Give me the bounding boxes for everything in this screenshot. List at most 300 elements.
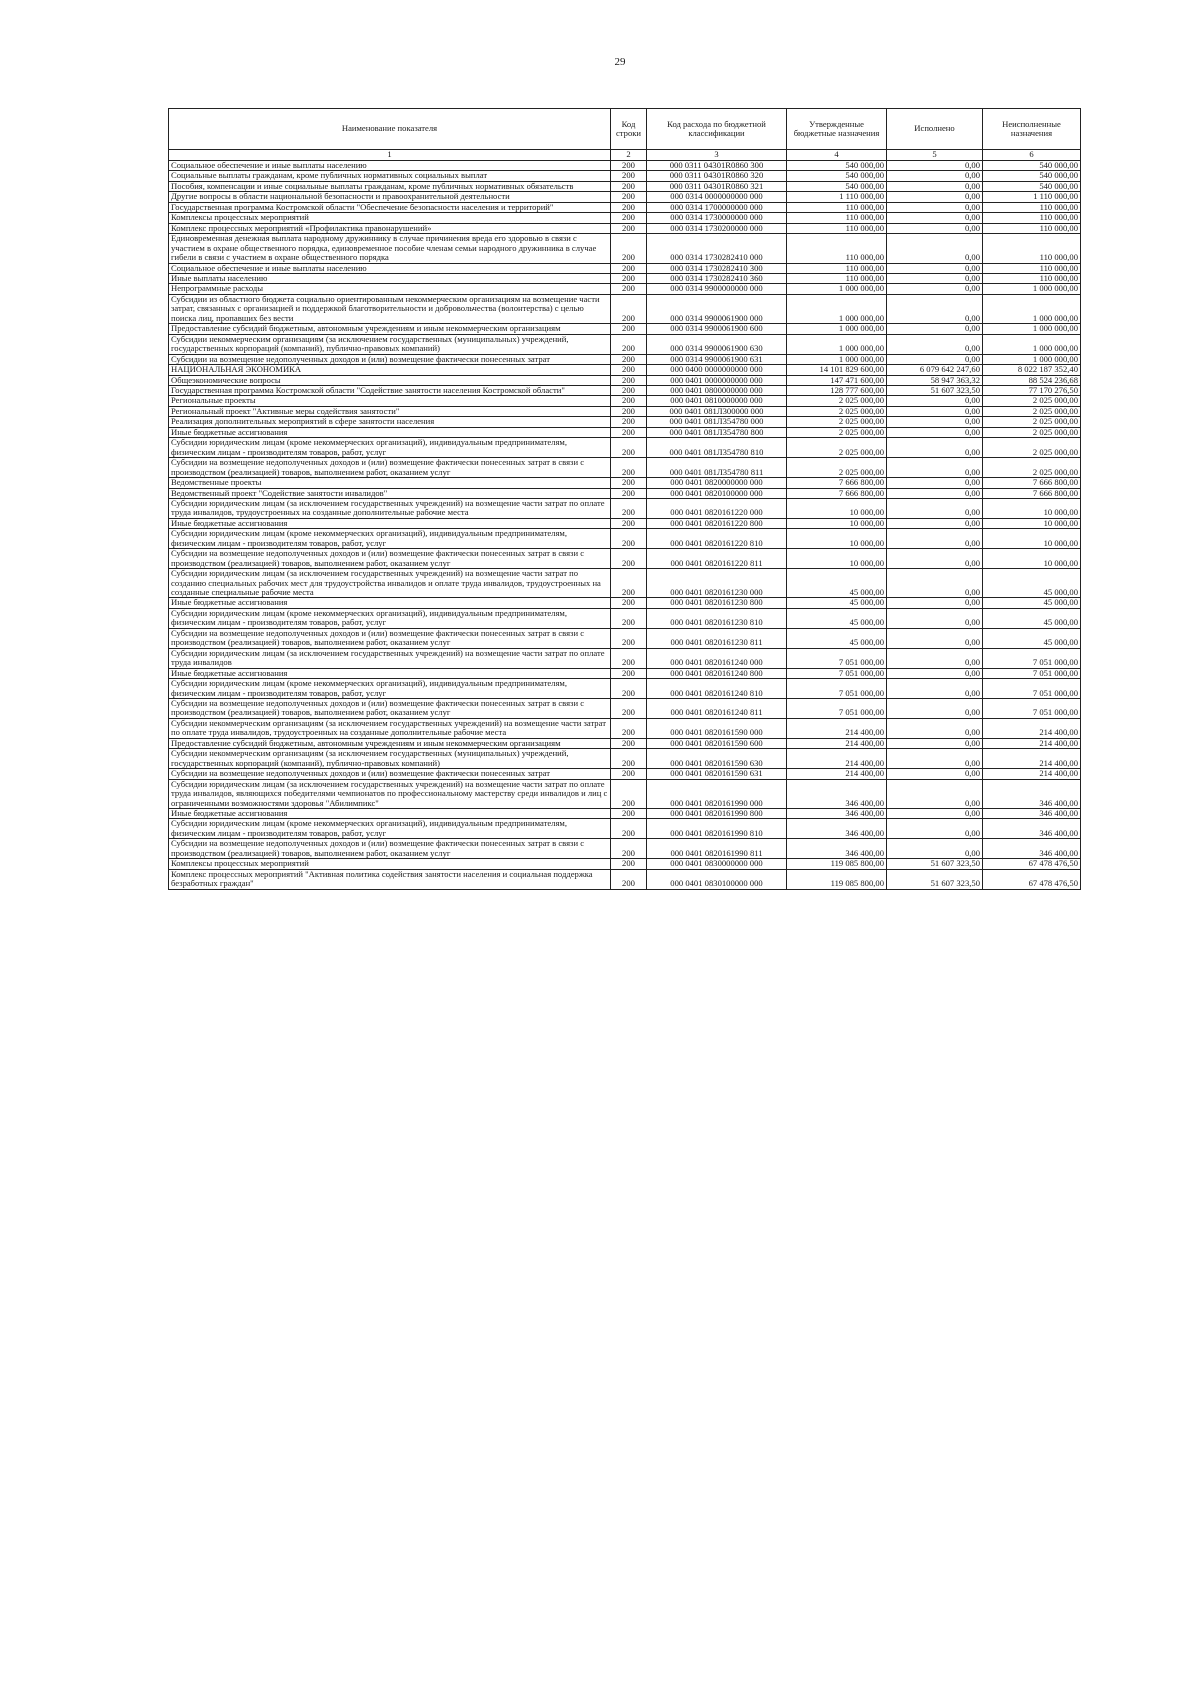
approved-amount-cell: 2 025 000,00 [787,396,887,406]
line-code-cell: 200 [611,809,647,819]
executed-amount-cell: 0,00 [887,192,983,202]
remaining-amount-cell: 1 000 000,00 [983,334,1081,354]
table-row [169,779,1081,808]
table-row [169,608,1081,628]
remaining-amount-cell: 7 666 800,00 [983,478,1081,488]
budget-code-cell: 000 0314 9900061900 600 [647,324,787,334]
executed-amount-cell: 0,00 [887,779,983,808]
indicator-name-cell: Субсидии на возмещение недополученных доходов и (или) возмещение фактически понесенных затрат в связи с производством (реализацией) товаров, выполнением работ, оказанием услуг [169,628,611,648]
table-row [169,365,1081,375]
budget-code-cell: 000 0401 0820161990 811 [647,839,787,859]
executed-amount-cell: 51 607 323,50 [887,859,983,869]
approved-amount-cell: 1 000 000,00 [787,324,887,334]
line-code-cell: 200 [611,385,647,395]
table-row [169,809,1081,819]
executed-amount-cell: 0,00 [887,354,983,364]
table-row [169,354,1081,364]
budget-code-cell: 000 0311 04301R0860 321 [647,181,787,191]
indicator-name-cell: Региональные проекты [169,396,611,406]
column-number-row [169,150,1081,161]
executed-amount-cell: 0,00 [887,234,983,263]
approved-amount-cell: 1 110 000,00 [787,192,887,202]
executed-amount-cell: 0,00 [887,417,983,427]
line-code-cell: 200 [611,396,647,406]
executed-amount-cell: 0,00 [887,294,983,323]
indicator-name-cell: Субсидии на возмещение недополученных доходов и (или) возмещение фактически понесенных затрат в связи с производством (реализацией) товаров, выполнением работ, оказанием услуг [169,458,611,478]
table-row [169,769,1081,779]
executed-amount-cell: 0,00 [887,718,983,738]
table-row [169,396,1081,406]
executed-amount-cell: 0,00 [887,181,983,191]
line-code-cell: 200 [611,202,647,212]
budget-code-cell: 000 0401 0820161230 800 [647,598,787,608]
table-row [169,498,1081,518]
column-number: 4 [787,150,887,161]
indicator-name-cell: Комплексы процессных мероприятий [169,213,611,223]
indicator-name-cell: Другие вопросы в области национальной безопасности и правоохранительной деятельности [169,192,611,202]
budget-code-cell: 000 0311 04301R0860 320 [647,171,787,181]
line-code-cell: 200 [611,181,647,191]
table-row [169,749,1081,769]
remaining-amount-cell: 77 170 276,50 [983,385,1081,395]
line-code-cell: 200 [611,417,647,427]
budget-code-cell: 000 0401 081Л354780 811 [647,458,787,478]
budget-code-cell: 000 0314 1730282410 360 [647,273,787,283]
indicator-name-cell: Иные бюджетные ассигнования [169,427,611,437]
column-number: 3 [647,150,787,161]
column-number: 1 [169,150,611,161]
table-row [169,324,1081,334]
approved-amount-cell: 110 000,00 [787,213,887,223]
table-row [169,417,1081,427]
line-code-cell: 200 [611,427,647,437]
indicator-name-cell: Иные бюджетные ассигнования [169,809,611,819]
approved-amount-cell: 128 777 600,00 [787,385,887,395]
column-number: 5 [887,150,983,161]
indicator-name-cell: НАЦИОНАЛЬНАЯ ЭКОНОМИКА [169,365,611,375]
table-row [169,294,1081,323]
remaining-amount-cell: 110 000,00 [983,223,1081,233]
approved-amount-cell: 346 400,00 [787,819,887,839]
table-row [169,549,1081,569]
line-code-cell: 200 [611,859,647,869]
line-code-cell: 200 [611,161,647,171]
budget-code-cell: 000 0314 1730282410 000 [647,234,787,263]
approved-amount-cell: 214 400,00 [787,738,887,748]
budget-code-cell: 000 0401 0820161590 600 [647,738,787,748]
remaining-amount-cell: 7 051 000,00 [983,648,1081,668]
line-code-cell: 200 [611,406,647,416]
budget-code-cell: 000 0314 9900061900 000 [647,294,787,323]
remaining-amount-cell: 346 400,00 [983,819,1081,839]
remaining-amount-cell: 10 000,00 [983,529,1081,549]
table-row [169,458,1081,478]
approved-amount-cell: 7 666 800,00 [787,478,887,488]
table-row [169,819,1081,839]
budget-code-cell: 000 0401 0820161990 810 [647,819,787,839]
approved-amount-cell: 45 000,00 [787,598,887,608]
remaining-amount-cell: 540 000,00 [983,171,1081,181]
indicator-name-cell: Социальное обеспечение и иные выплаты населению [169,161,611,171]
budget-code-cell: 000 0314 1730282410 300 [647,263,787,273]
budget-code-cell: 000 0401 0820161590 631 [647,769,787,779]
indicator-name-cell: Субсидии юридическим лицам (кроме некоммерческих организаций), индивидуальным предпринимателям, физическим лицам - производителям товаров, работ, услуг [169,529,611,549]
approved-amount-cell: 45 000,00 [787,608,887,628]
line-code-cell: 200 [611,171,647,181]
executed-amount-cell: 0,00 [887,549,983,569]
indicator-name-cell: Субсидии на возмещение недополученных доходов и (или) возмещение фактически понесенных затрат в связи с производством (реализацией) товаров, выполнением работ, оказанием услуг [169,549,611,569]
indicator-name-cell: Единовременная денежная выплата народному дружиннику в случае причинения вреда его здоровью в связи с участием в охране общественного порядка, единовременное пособие членам семьи народного дружинника в случае гибели в связи с участием в охране общественного порядка [169,234,611,263]
indicator-name-cell: Субсидии юридическим лицам (за исключением государственных учреждений) на возмещение части затрат по оплате труда инвалидов, являющихся победителями чемпионатов по профессиональному мастерству среди инвалидов и лиц с ограниченными возможностями здоровья "Абилимпикс" [169,779,611,808]
remaining-amount-cell: 45 000,00 [983,628,1081,648]
line-code-cell: 200 [611,458,647,478]
remaining-amount-cell: 2 025 000,00 [983,427,1081,437]
remaining-amount-cell: 214 400,00 [983,769,1081,779]
executed-amount-cell: 0,00 [887,488,983,498]
table-row [169,478,1081,488]
budget-code-cell: 000 0401 0810000000 000 [647,396,787,406]
approved-amount-cell: 10 000,00 [787,498,887,518]
budget-code-cell: 000 0401 0820161590 000 [647,718,787,738]
header-indicator-name: Наименование показателя [169,109,611,150]
approved-amount-cell: 346 400,00 [787,839,887,859]
line-code-cell: 200 [611,365,647,375]
table-row [169,375,1081,385]
budget-code-cell: 000 0401 0820161240 811 [647,699,787,719]
indicator-name-cell: Иные бюджетные ассигнования [169,518,611,528]
table-row [169,869,1081,889]
executed-amount-cell: 51 607 323,50 [887,869,983,889]
line-code-cell: 200 [611,478,647,488]
remaining-amount-cell: 110 000,00 [983,263,1081,273]
indicator-name-cell: Субсидии юридическим лицам (кроме некоммерческих организаций), индивидуальным предпринимателям, физическим лицам - производителям товаров, работ, услуг [169,608,611,628]
executed-amount-cell: 0,00 [887,396,983,406]
approved-amount-cell: 110 000,00 [787,202,887,212]
line-code-cell: 200 [611,354,647,364]
table-row [169,263,1081,273]
remaining-amount-cell: 2 025 000,00 [983,396,1081,406]
line-code-cell: 200 [611,839,647,859]
indicator-name-cell: Ведомственный проект "Содействие занятости инвалидов" [169,488,611,498]
executed-amount-cell: 0,00 [887,809,983,819]
executed-amount-cell: 0,00 [887,699,983,719]
line-code-cell: 200 [611,192,647,202]
executed-amount-cell: 0,00 [887,668,983,678]
budget-code-cell: 000 0401 0820161240 810 [647,679,787,699]
remaining-amount-cell: 214 400,00 [983,749,1081,769]
approved-amount-cell: 346 400,00 [787,779,887,808]
executed-amount-cell: 0,00 [887,334,983,354]
executed-amount-cell: 0,00 [887,628,983,648]
table-header-row [169,109,1081,150]
indicator-name-cell: Субсидии некоммерческим организациям (за исключением государственных (муниципальных) учреждений, государственных корпораций (компаний), публично-правовых компаний) [169,749,611,769]
executed-amount-cell: 0,00 [887,324,983,334]
executed-amount-cell: 0,00 [887,406,983,416]
indicator-name-cell: Ведомственные проекты [169,478,611,488]
approved-amount-cell: 110 000,00 [787,273,887,283]
remaining-amount-cell: 2 025 000,00 [983,417,1081,427]
indicator-name-cell: Субсидии некоммерческим организациям (за исключением государственных учреждений) на возмещение части затрат по оплате труда инвалидов, трудоустроенных на созданные дополнительные рабочие места [169,718,611,738]
budget-code-cell: 000 0401 0820161990 000 [647,779,787,808]
budget-code-cell: 000 0400 0000000000 000 [647,365,787,375]
remaining-amount-cell: 110 000,00 [983,234,1081,263]
table-row [169,234,1081,263]
header-approved: Утвержденные бюджетные назначения [787,109,887,150]
approved-amount-cell: 7 666 800,00 [787,488,887,498]
budget-code-cell: 000 0401 0820161220 000 [647,498,787,518]
approved-amount-cell: 2 025 000,00 [787,427,887,437]
budget-code-cell: 000 0401 0820161230 811 [647,628,787,648]
line-code-cell: 200 [611,498,647,518]
executed-amount-cell: 0,00 [887,458,983,478]
indicator-name-cell: Общеэкономические вопросы [169,375,611,385]
line-code-cell: 200 [611,749,647,769]
budget-code-cell: 000 0314 1730200000 000 [647,223,787,233]
approved-amount-cell: 540 000,00 [787,161,887,171]
executed-amount-cell: 0,00 [887,427,983,437]
header-budget-code: Код расхода по бюджетной классификации [647,109,787,150]
line-code-cell: 200 [611,779,647,808]
budget-code-cell: 000 0401 0820161230 810 [647,608,787,628]
approved-amount-cell: 214 400,00 [787,749,887,769]
line-code-cell: 200 [611,488,647,498]
executed-amount-cell: 58 947 363,32 [887,375,983,385]
line-code-cell: 200 [611,529,647,549]
line-code-cell: 200 [611,273,647,283]
line-code-cell: 200 [611,869,647,889]
approved-amount-cell: 214 400,00 [787,769,887,779]
indicator-name-cell: Социальные выплаты гражданам, кроме публичных нормативных социальных выплат [169,171,611,181]
table-body [169,161,1081,890]
column-number: 2 [611,150,647,161]
indicator-name-cell: Субсидии на возмещение недополученных доходов и (или) возмещение фактически понесенных затрат в связи с производством (реализацией) товаров, выполнением работ, оказанием услуг [169,839,611,859]
budget-execution-table [168,108,1081,890]
executed-amount-cell: 0,00 [887,569,983,598]
remaining-amount-cell: 110 000,00 [983,273,1081,283]
budget-code-cell: 000 0401 0820161990 800 [647,809,787,819]
executed-amount-cell: 0,00 [887,438,983,458]
executed-amount-cell: 0,00 [887,213,983,223]
remaining-amount-cell: 540 000,00 [983,181,1081,191]
remaining-amount-cell: 45 000,00 [983,569,1081,598]
indicator-name-cell: Субсидии юридическим лицам (за исключением государственных учреждений) на возмещение части затрат по созданию специальных рабочих мест для трудоустройства инвалидов и оплате труда инвалидов, трудоустроенных на созданные специальные рабочие места [169,569,611,598]
indicator-name-cell: Комплекс процессных мероприятий «Профилактика правонарушений» [169,223,611,233]
approved-amount-cell: 7 051 000,00 [787,679,887,699]
table-row [169,738,1081,748]
executed-amount-cell: 0,00 [887,819,983,839]
remaining-amount-cell: 8 022 187 352,40 [983,365,1081,375]
table-row [169,679,1081,699]
budget-code-cell: 000 0401 0820100000 000 [647,488,787,498]
approved-amount-cell: 1 000 000,00 [787,334,887,354]
table-row [169,273,1081,283]
page-number: 29 [614,56,626,68]
budget-code-cell: 000 0311 04301R0860 300 [647,161,787,171]
approved-amount-cell: 10 000,00 [787,529,887,549]
indicator-name-cell: Непрограммные расходы [169,284,611,294]
approved-amount-cell: 10 000,00 [787,549,887,569]
table-row [169,438,1081,458]
approved-amount-cell: 45 000,00 [787,569,887,598]
indicator-name-cell: Предоставление субсидий бюджетным, автономным учреждениям и иным некоммерческим организациям [169,324,611,334]
remaining-amount-cell: 67 478 476,50 [983,869,1081,889]
approved-amount-cell: 214 400,00 [787,718,887,738]
table-row [169,699,1081,719]
budget-code-cell: 000 0401 0820161220 800 [647,518,787,528]
indicator-name-cell: Субсидии на возмещение недополученных доходов и (или) возмещение фактически понесенных затрат в связи с производством (реализацией) товаров, выполнением работ, оказанием услуг [169,699,611,719]
table-row [169,406,1081,416]
budget-code-cell: 000 0401 081Л354780 000 [647,417,787,427]
budget-code-cell: 000 0401 0820161220 810 [647,529,787,549]
executed-amount-cell: 0,00 [887,263,983,273]
remaining-amount-cell: 67 478 476,50 [983,859,1081,869]
line-code-cell: 200 [611,648,647,668]
table-row [169,648,1081,668]
approved-amount-cell: 1 000 000,00 [787,294,887,323]
remaining-amount-cell: 7 051 000,00 [983,699,1081,719]
header-line-code: Код строки [611,109,647,150]
table-row [169,213,1081,223]
approved-amount-cell: 540 000,00 [787,171,887,181]
table-row [169,161,1081,171]
remaining-amount-cell: 45 000,00 [983,608,1081,628]
approved-amount-cell: 2 025 000,00 [787,458,887,478]
approved-amount-cell: 110 000,00 [787,263,887,273]
approved-amount-cell: 119 085 800,00 [787,869,887,889]
remaining-amount-cell: 346 400,00 [983,809,1081,819]
remaining-amount-cell: 110 000,00 [983,202,1081,212]
executed-amount-cell: 0,00 [887,498,983,518]
remaining-amount-cell: 7 051 000,00 [983,679,1081,699]
remaining-amount-cell: 7 051 000,00 [983,668,1081,678]
budget-code-cell: 000 0314 1700000000 000 [647,202,787,212]
line-code-cell: 200 [611,569,647,598]
remaining-amount-cell: 10 000,00 [983,518,1081,528]
indicator-name-cell: Реализация дополнительных мероприятий в сфере занятости населения [169,417,611,427]
line-code-cell: 200 [611,819,647,839]
column-number: 6 [983,150,1081,161]
table-row [169,171,1081,181]
approved-amount-cell: 7 051 000,00 [787,699,887,719]
indicator-name-cell: Иные бюджетные ассигнования [169,598,611,608]
budget-code-cell: 000 0401 0820161240 000 [647,648,787,668]
line-code-cell: 200 [611,549,647,569]
indicator-name-cell: Пособия, компенсации и иные социальные выплаты гражданам, кроме публичных нормативных обязательств [169,181,611,191]
table-row [169,334,1081,354]
indicator-name-cell: Субсидии юридическим лицам (за исключением государственных учреждений) на возмещение части затрат по оплате труда инвалидов [169,648,611,668]
indicator-name-cell: Субсидии некоммерческим организациям (за исключением государственных (муниципальных) учреждений, государственных корпораций (компаний), публично-правовых компаний) [169,334,611,354]
executed-amount-cell: 0,00 [887,529,983,549]
remaining-amount-cell: 7 666 800,00 [983,488,1081,498]
table-row [169,598,1081,608]
indicator-name-cell: Предоставление субсидий бюджетным, автономным учреждениям и иным некоммерческим организациям [169,738,611,748]
indicator-name-cell: Субсидии из областного бюджета социально ориентированным некоммерческим организациям на возмещение части затрат, связанных с организацией и поддержкой благотворительности и добровольчества (волонтерства) с целью поиска лиц, пропавших без вести [169,294,611,323]
executed-amount-cell: 0,00 [887,223,983,233]
indicator-name-cell: Субсидии юридическим лицам (кроме некоммерческих организаций), индивидуальным предпринимателям, физическим лицам - производителям товаров, работ, услуг [169,438,611,458]
indicator-name-cell: Государственная программа Костромской области "Обеспечение безопасности населения и территорий" [169,202,611,212]
budget-code-cell: 000 0314 1730000000 000 [647,213,787,223]
line-code-cell: 200 [611,375,647,385]
approved-amount-cell: 147 471 600,00 [787,375,887,385]
remaining-amount-cell: 1 000 000,00 [983,284,1081,294]
executed-amount-cell: 0,00 [887,202,983,212]
remaining-amount-cell: 88 524 236,68 [983,375,1081,385]
line-code-cell: 200 [611,679,647,699]
budget-code-cell: 000 0401 081Л300000 000 [647,406,787,416]
line-code-cell: 200 [611,668,647,678]
budget-code-cell: 000 0401 0830000000 000 [647,859,787,869]
budget-code-cell: 000 0401 0820161590 630 [647,749,787,769]
table-row [169,859,1081,869]
approved-amount-cell: 1 000 000,00 [787,284,887,294]
remaining-amount-cell: 45 000,00 [983,598,1081,608]
indicator-name-cell: Субсидии юридическим лицам (за исключением государственных учреждений) на возмещение части затрат по оплате труда инвалидов, трудоустроенных на созданные дополнительные рабочие места [169,498,611,518]
remaining-amount-cell: 540 000,00 [983,161,1081,171]
budget-code-cell: 000 0314 9900061900 630 [647,334,787,354]
executed-amount-cell: 0,00 [887,273,983,283]
remaining-amount-cell: 2 025 000,00 [983,438,1081,458]
approved-amount-cell: 110 000,00 [787,234,887,263]
remaining-amount-cell: 10 000,00 [983,549,1081,569]
table-row [169,385,1081,395]
table-row [169,569,1081,598]
header-executed: Исполнено [887,109,983,150]
budget-code-cell: 000 0314 0000000000 000 [647,192,787,202]
remaining-amount-cell: 1 000 000,00 [983,354,1081,364]
table-row [169,518,1081,528]
line-code-cell: 200 [611,438,647,458]
table-row [169,839,1081,859]
approved-amount-cell: 119 085 800,00 [787,859,887,869]
approved-amount-cell: 7 051 000,00 [787,668,887,678]
table-row [169,628,1081,648]
budget-code-cell: 000 0314 9900061900 631 [647,354,787,364]
approved-amount-cell: 540 000,00 [787,181,887,191]
executed-amount-cell: 51 607 323,50 [887,385,983,395]
remaining-amount-cell: 1 000 000,00 [983,324,1081,334]
approved-amount-cell: 45 000,00 [787,628,887,648]
indicator-name-cell: Иные бюджетные ассигнования [169,668,611,678]
approved-amount-cell: 346 400,00 [787,809,887,819]
approved-amount-cell: 2 025 000,00 [787,438,887,458]
table-row [169,223,1081,233]
executed-amount-cell: 0,00 [887,648,983,668]
line-code-cell: 200 [611,284,647,294]
executed-amount-cell: 0,00 [887,284,983,294]
executed-amount-cell: 0,00 [887,608,983,628]
line-code-cell: 200 [611,598,647,608]
remaining-amount-cell: 214 400,00 [983,738,1081,748]
remaining-amount-cell: 1 110 000,00 [983,192,1081,202]
table-row [169,668,1081,678]
line-code-cell: 200 [611,628,647,648]
approved-amount-cell: 2 025 000,00 [787,417,887,427]
indicator-name-cell: Комплексы процессных мероприятий [169,859,611,869]
budget-code-cell: 000 0401 0820000000 000 [647,478,787,488]
line-code-cell: 200 [611,334,647,354]
budget-code-cell: 000 0401 0000000000 000 [647,375,787,385]
remaining-amount-cell: 10 000,00 [983,498,1081,518]
remaining-amount-cell: 346 400,00 [983,779,1081,808]
remaining-amount-cell: 346 400,00 [983,839,1081,859]
approved-amount-cell: 10 000,00 [787,518,887,528]
approved-amount-cell: 1 000 000,00 [787,354,887,364]
approved-amount-cell: 110 000,00 [787,223,887,233]
line-code-cell: 200 [611,738,647,748]
budget-code-cell: 000 0401 0830100000 000 [647,869,787,889]
executed-amount-cell: 0,00 [887,839,983,859]
budget-code-cell: 000 0314 9900000000 000 [647,284,787,294]
